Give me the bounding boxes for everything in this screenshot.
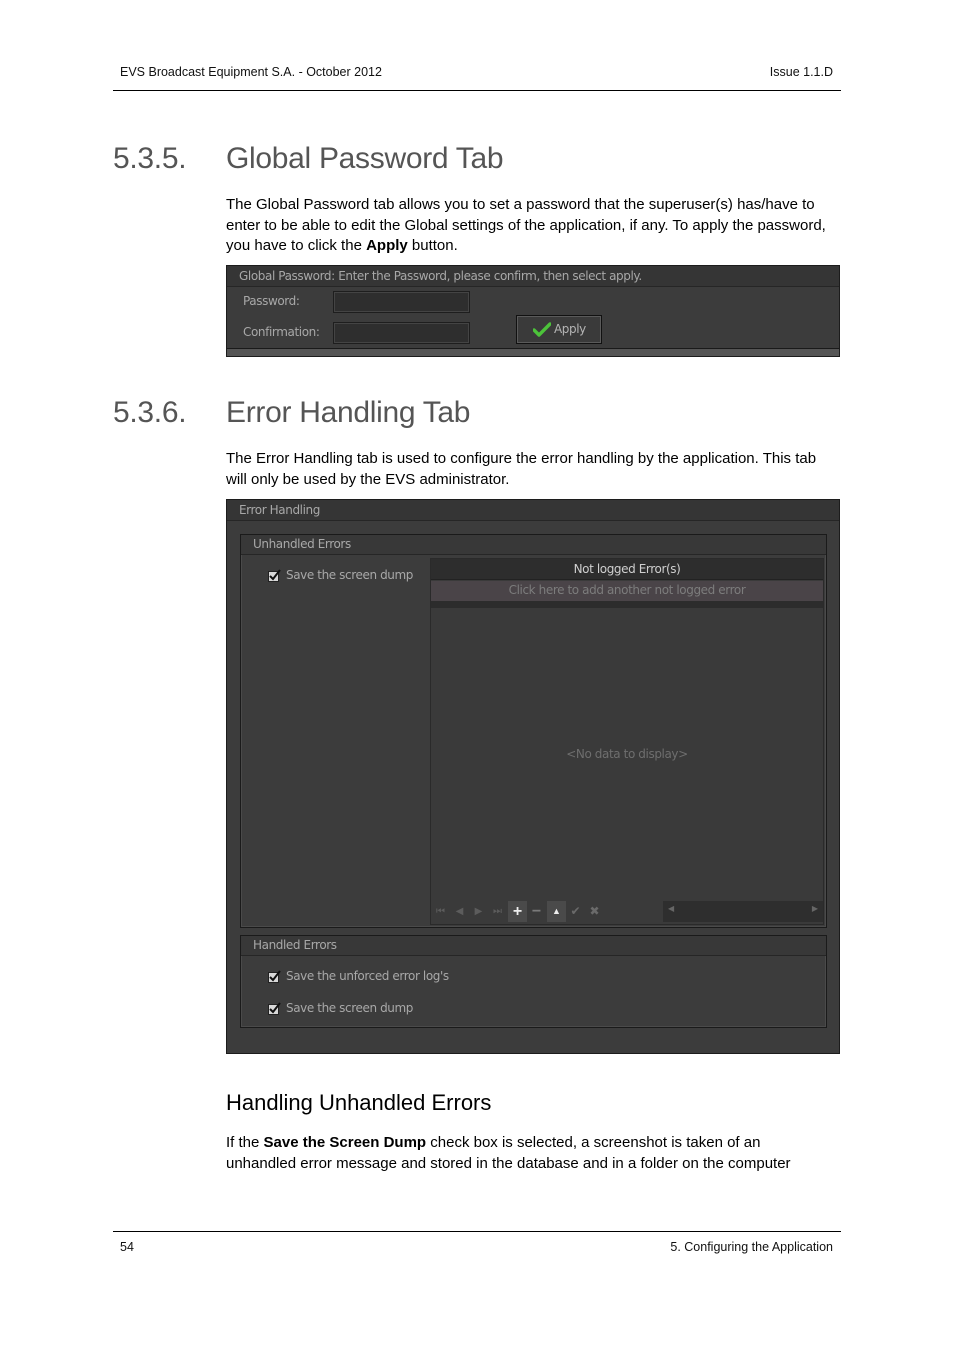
confirmation-input[interactable] (333, 322, 470, 344)
not-logged-errors-grid (430, 558, 824, 925)
global-password-panel (226, 265, 840, 357)
save-logs-label: Save the unforced error log's (286, 969, 449, 983)
panel-title-bar (227, 266, 839, 287)
save-dump-label: Save the screen dump (286, 568, 414, 582)
section-title-2: Error Handling Tab (226, 396, 471, 429)
subsection-title: Handling Unhandled Errors (226, 1090, 492, 1115)
apply-label: Apply (554, 322, 586, 336)
next-record-icon[interactable]: ▶ (474, 906, 483, 917)
checkmark-icon (533, 322, 551, 338)
check-icon (268, 969, 282, 983)
footer-page-number: 54 (120, 1240, 134, 1254)
remove-record-icon[interactable]: − (531, 903, 542, 920)
scroll-left-icon[interactable]: ◀ (668, 904, 675, 913)
cancel-record-icon[interactable]: ✖ (589, 904, 600, 918)
last-record-icon[interactable]: ⏭ (493, 906, 502, 917)
previous-record-icon[interactable]: ◀ (455, 906, 464, 917)
save-dump-checkbox[interactable] (268, 571, 279, 582)
edit-record-icon[interactable]: ▲ (547, 901, 566, 922)
first-record-icon[interactable]: ⏮ (436, 906, 445, 917)
grid-navigator (431, 901, 607, 923)
footer-rule (113, 1231, 841, 1232)
check-icon (268, 568, 282, 582)
section-paragraph-2: The Error Handling tab is used to configure the error handling by the application. This tab will only be used by the EVS administrator. (226, 450, 817, 488)
add-record-icon[interactable]: + (508, 901, 527, 922)
add-row-label: Click here to add another not logged error (508, 583, 746, 597)
panel-title-2: Error Handling (239, 503, 320, 517)
grid-empty-text: <No data to display> (566, 747, 688, 761)
header-company: EVS Broadcast Equipment S.A. - October 2012 (120, 65, 382, 79)
handled-errors-group (240, 935, 827, 1028)
panel-title: Global Password: Enter the Password, please confirm, then select apply. (239, 269, 642, 283)
add-row[interactable] (431, 581, 823, 601)
password-input[interactable] (333, 291, 470, 313)
check-icon (268, 1001, 282, 1015)
save-logs-checkbox[interactable] (268, 972, 279, 983)
subsection-paragraph: If the Save the Screen Dump check box is selected, a screenshot is taken of an unhandled error message and stored in the database and in a folder on the computer (226, 1134, 791, 1172)
group-header (241, 535, 826, 555)
horizontal-scrollbar[interactable] (663, 901, 823, 922)
header-rule (113, 90, 841, 91)
unhandled-errors-group (240, 534, 827, 928)
error-handling-panel (226, 499, 840, 1054)
section-number: 5.3.5. (113, 142, 187, 175)
grid-header (431, 559, 823, 580)
section-paragraph: The Global Password tab allows you to set a password that the superuser(s) has/have to enter to be able to edit the Global settings of the application, if any. To apply the password, you have to click the Apply button. (226, 196, 826, 254)
password-label: Password: (243, 294, 300, 308)
group-title: Unhandled Errors (253, 537, 351, 551)
confirm-record-icon[interactable]: ✔ (570, 904, 581, 918)
panel-title-bar-2 (227, 500, 839, 521)
save-dump-checkbox-2[interactable] (268, 1004, 279, 1015)
apply-button[interactable] (516, 315, 602, 344)
panel-bottom-strip (227, 348, 839, 356)
section-title: Global Password Tab (226, 142, 504, 175)
save-dump-label-2: Save the screen dump (286, 1001, 414, 1015)
group-title-2: Handled Errors (253, 938, 337, 952)
grid-header-label: Not logged Error(s) (573, 562, 681, 576)
footer-chapter: 5. Configuring the Application (670, 1240, 833, 1254)
header-issue: Issue 1.1.D (769, 65, 833, 79)
group-header-2 (241, 936, 826, 956)
grid-separator (431, 601, 823, 608)
confirmation-label: Confirmation: (243, 325, 320, 339)
section-number-2: 5.3.6. (113, 396, 187, 429)
scroll-right-icon[interactable]: ▶ (811, 904, 818, 913)
